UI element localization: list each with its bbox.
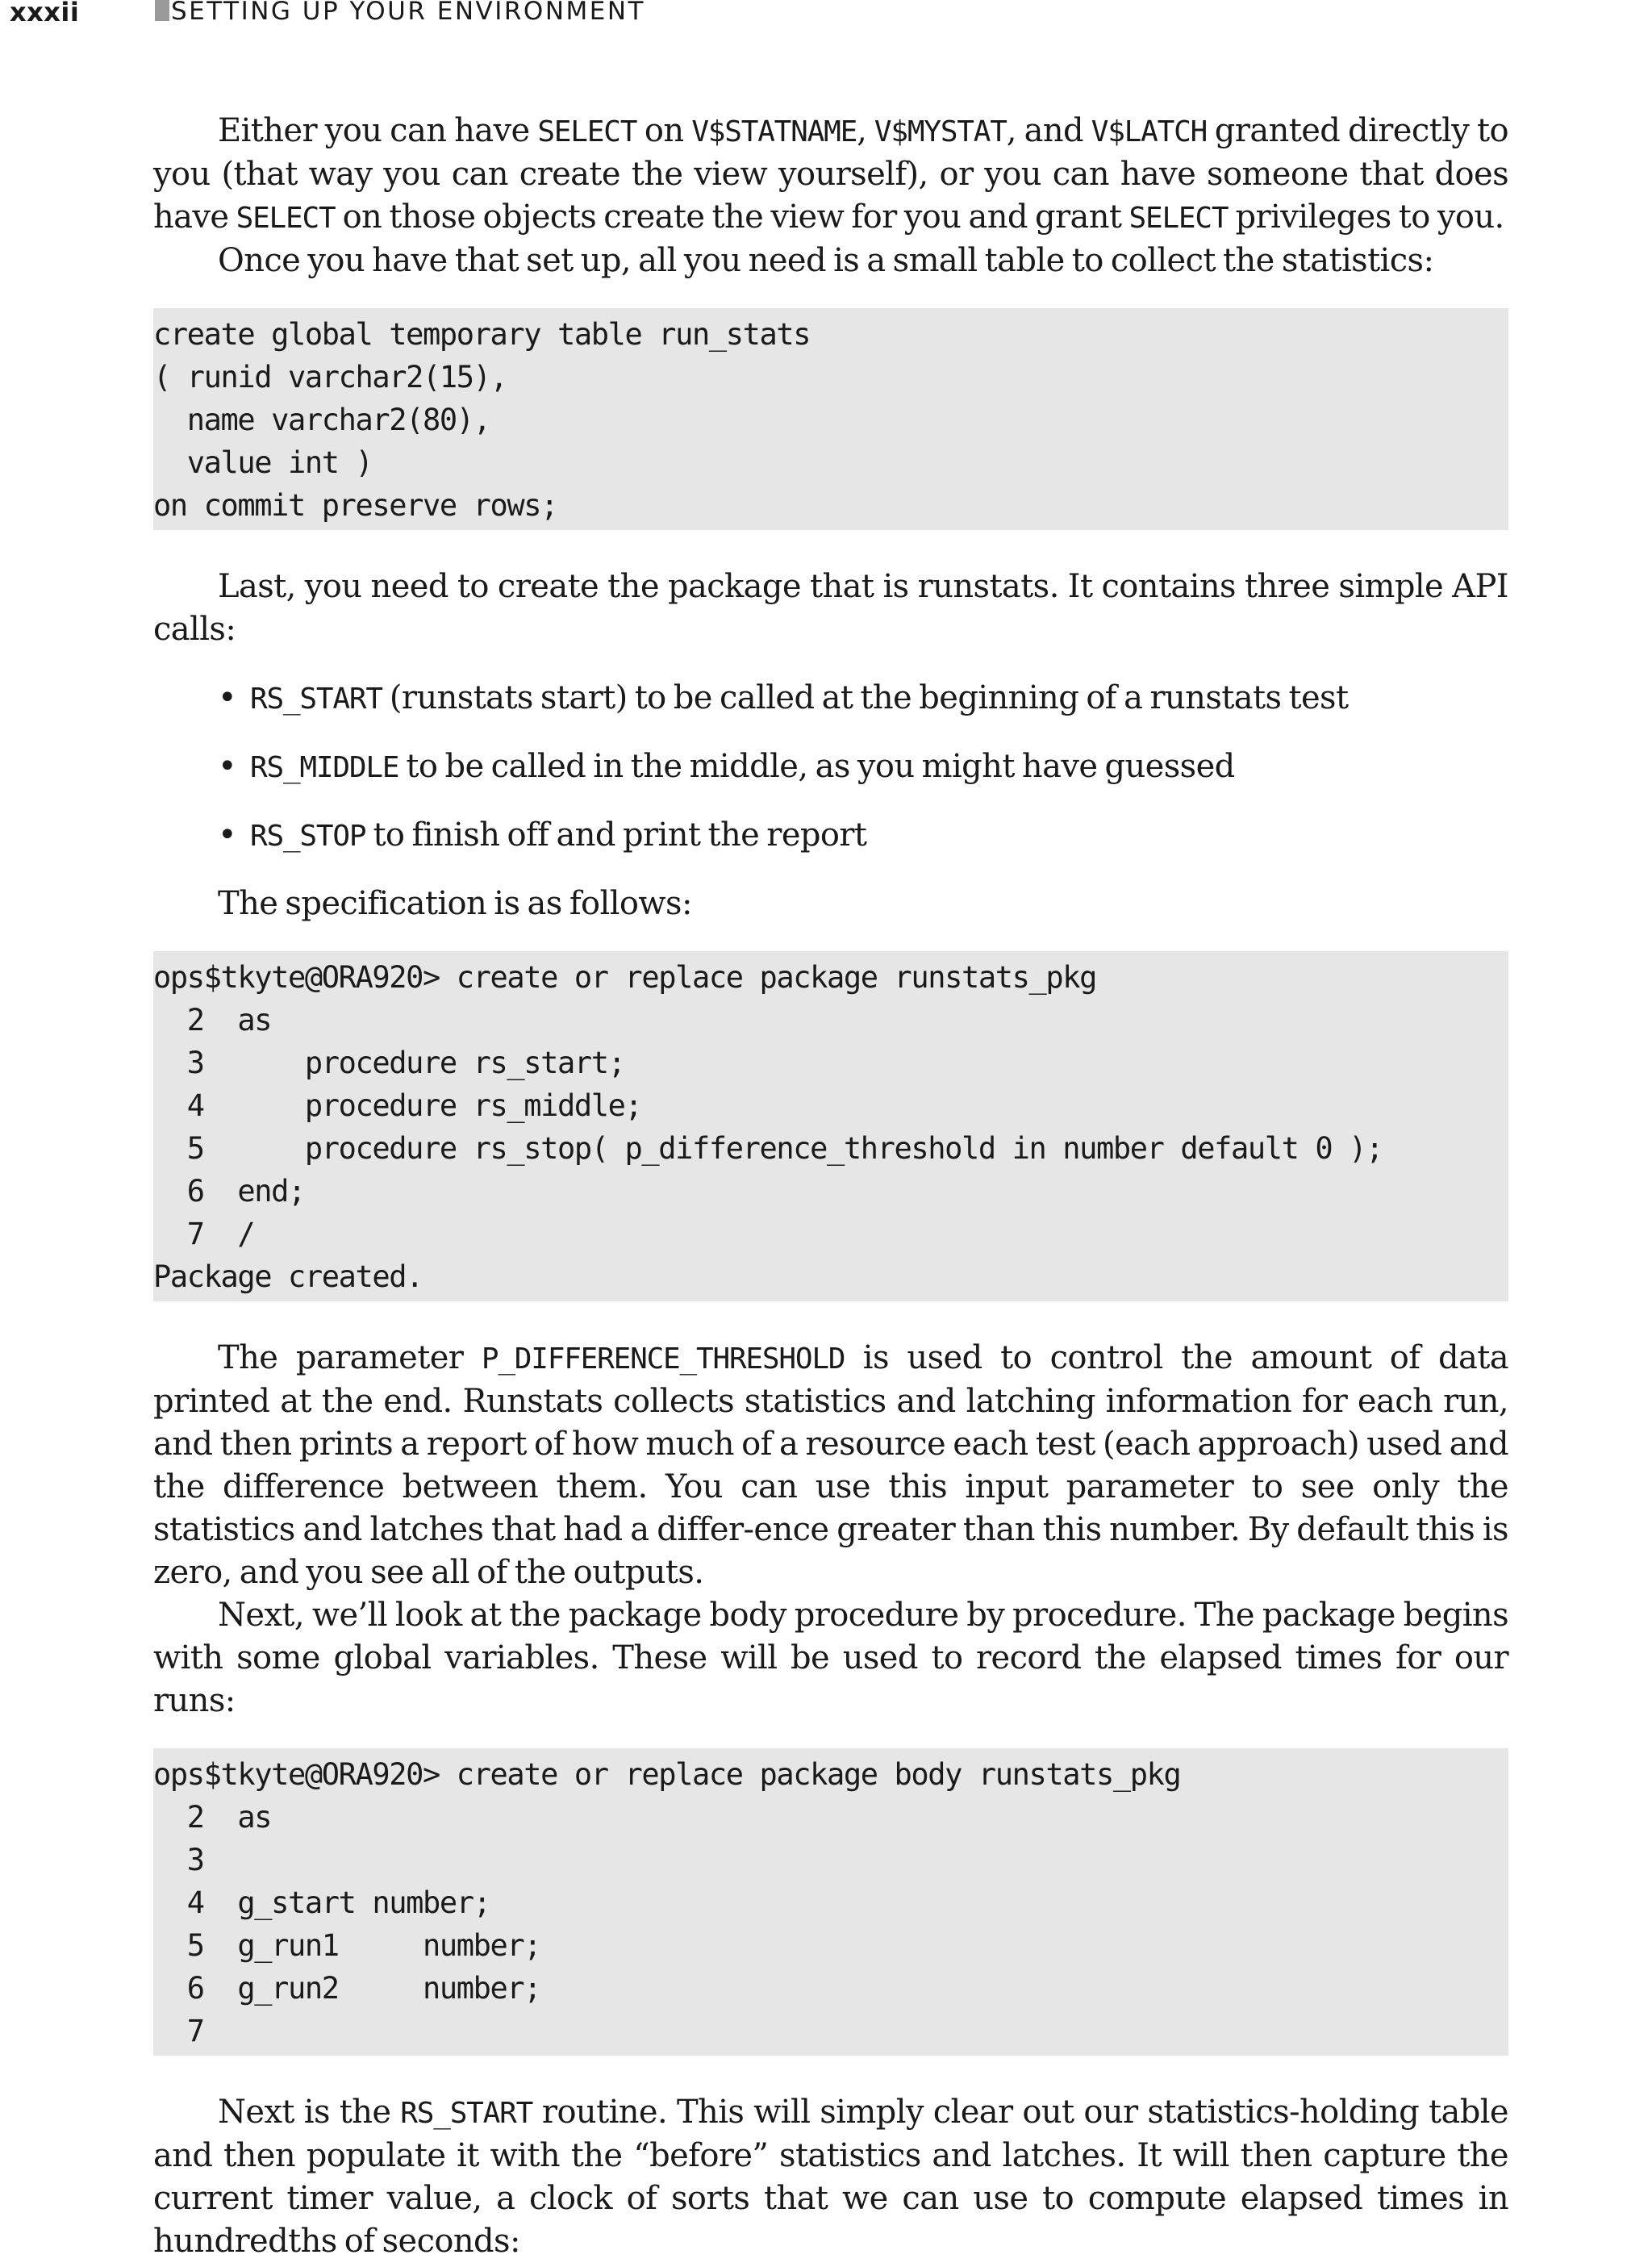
text-run: is used to control the amount of data printed at the end. Runstats collects statistics and latching information for each run, and then prints a report of how much of a resource each test (each approach) used and the difference between them. You can use this input parameter to see only the statistics and latches that had a differ-ence greater than this number. By default this is zero, and you see all of the outputs. [153, 1339, 1508, 1591]
text-run: , [857, 112, 874, 149]
inline-code: SELECT [236, 202, 336, 235]
list-item [218, 677, 1508, 720]
paragraph-privileges [153, 110, 1508, 240]
inline-code: P_DIFFERENCE_THRESHOLD [481, 1342, 845, 1376]
bullet-icon: • [218, 816, 236, 854]
list-item-text: to finish off and print the report [365, 816, 867, 854]
list-item-text: to be called in the middle, as you might have guessed [398, 748, 1235, 785]
paragraph-table-intro: Once you have that set up, all you need is a small table to collect the statistics: [218, 242, 1434, 279]
text-run: privileges to you. [1228, 198, 1504, 236]
text-run: Either you can have [218, 112, 538, 149]
paragraph-threshold [153, 1337, 1508, 1594]
list-item [218, 745, 1508, 789]
inline-code: SELECT [1128, 202, 1229, 235]
page-number: xxxii [10, 0, 80, 27]
code-block-package-body: ops$tkyte@ORA920> create or replace package body runstats_pkg 2 as 3 4 g_start number; 5 g_run1 number; 6 g_run2 number; 7 [153, 1748, 1508, 2056]
header-mark [155, 0, 169, 21]
inline-code: RS_START [400, 2097, 533, 2130]
text-run: The parameter [218, 1339, 482, 1376]
bullet-icon: • [218, 748, 236, 785]
inline-code: V$MYSTAT [874, 115, 1007, 148]
code-block-package-spec: ops$tkyte@ORA920> create or replace package runstats_pkg 2 as 3 procedure rs_start; 4 procedure rs_middle; 5 procedure rs_stop( p_difference_threshold in number default 0 ); 6 end; 7 / Package created. [153, 951, 1508, 1301]
text-run: Next is the [218, 2094, 401, 2131]
inline-code: RS_MIDDLE [250, 751, 399, 784]
paragraph-package-intro: Last, you need to create the package that is runstats. It contains three simple API calls: [153, 568, 1508, 648]
code-block-create-table: create global temporary table run_stats ( runid varchar2(15), name varchar2(80), value int ) on commit preserve rows; [153, 308, 1508, 530]
page-content [153, 110, 1508, 2263]
inline-code: V$STATNAME [691, 115, 857, 148]
bullet-icon: • [218, 679, 236, 716]
text-run: on [636, 112, 692, 149]
running-head: SETTING UP YOUR ENVIRONMENT [171, 0, 645, 26]
text-run: on those objects create the view for you and grant [335, 198, 1129, 236]
text-run: granted directly to you (that way you can create the view yourself), or you can have someone that does have [153, 112, 1508, 236]
page-header [0, 0, 1652, 32]
paragraph-spec-intro: The specification is as follows: [218, 885, 692, 922]
text-run: , and [1006, 112, 1091, 149]
inline-code: V$LATCH [1091, 115, 1208, 148]
paragraph-package-body-intro: Next, we’ll look at the package body procedure by procedure. The package begins with some global variables. These will be used to record the elapsed times for our runs: [153, 1597, 1508, 1719]
api-call-list [153, 677, 1508, 858]
text-run: routine. This will simply clear out our statistics-holding table and then populate it with the “before” statistics and latches. It will then capture the current timer value, a clock of sorts that we can use to compute elapsed times in hundredths of seconds: [153, 2094, 1508, 2260]
paragraph-rs-start [153, 2091, 1508, 2263]
inline-code: SELECT [537, 115, 637, 148]
list-item-text: (runstats start) to be called at the beginning of a runstats test [382, 679, 1349, 716]
inline-code: RS_STOP [250, 820, 366, 853]
list-item [218, 814, 1508, 858]
inline-code: RS_START [250, 683, 382, 716]
